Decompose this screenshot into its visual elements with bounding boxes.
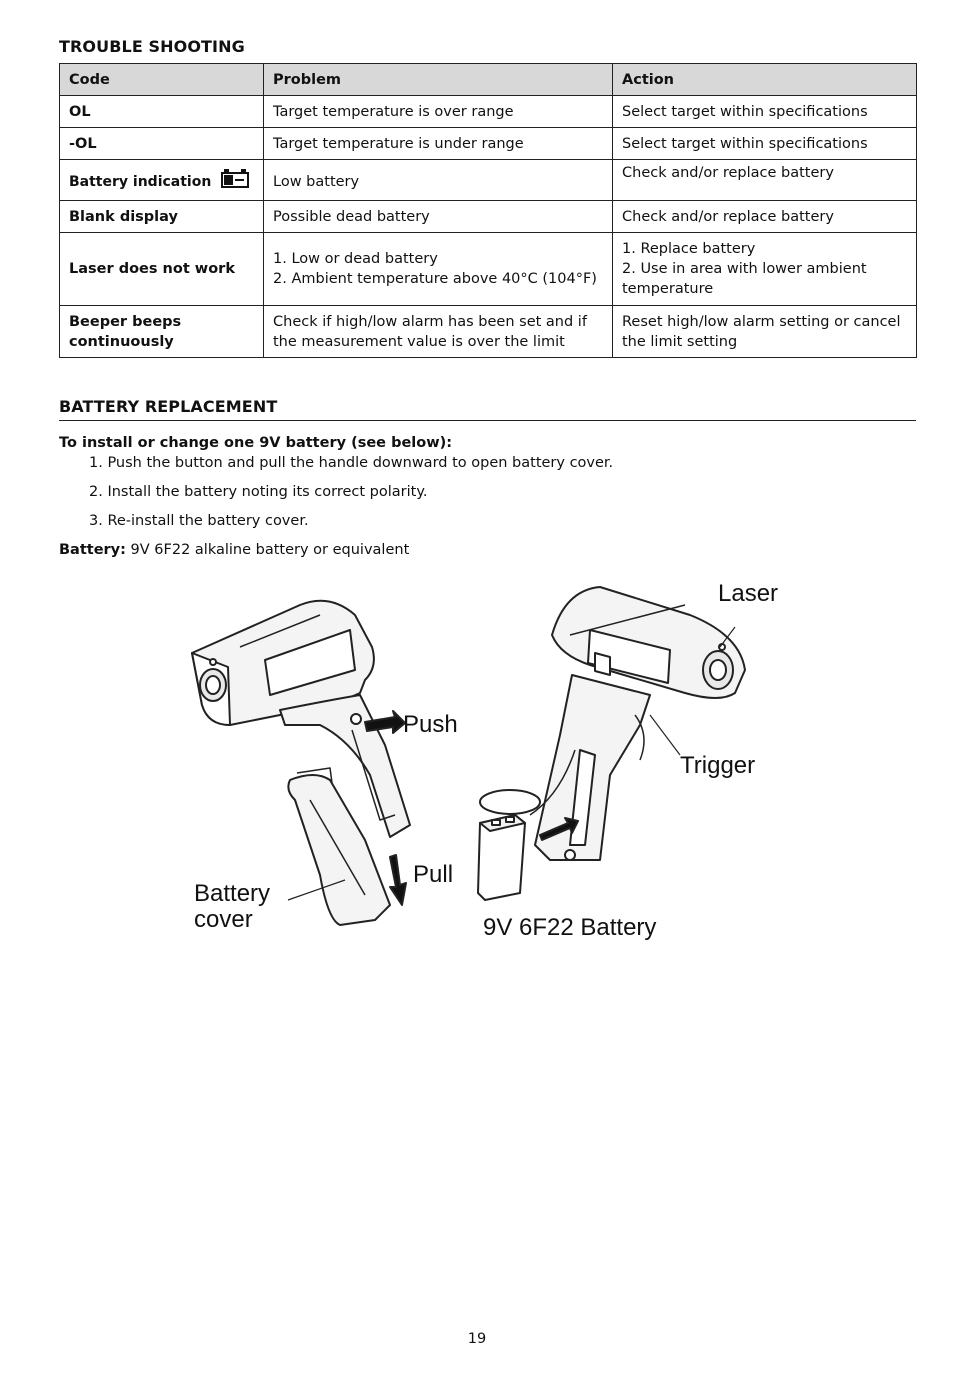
section-divider — [59, 420, 916, 421]
battery-spec-label: Battery: — [59, 542, 126, 558]
table-row — [60, 160, 917, 201]
low-battery-icon — [220, 169, 250, 195]
battery-indication-label: Battery indication — [69, 174, 212, 190]
troubleshooting-table — [59, 63, 917, 358]
code-cell: Laser does not work — [60, 233, 264, 306]
table-row — [60, 306, 917, 358]
troubleshooting-heading: TROUBLE SHOOTING — [59, 37, 245, 56]
battery-label: 9V 6F22 Battery — [483, 914, 657, 941]
action-cell: Select target within specifications — [613, 96, 917, 128]
problem-cell: Target temperature is under range — [264, 128, 613, 160]
problem-cell: Possible dead battery — [264, 201, 613, 233]
code-cell: OL — [60, 96, 264, 128]
code-cell: Beeper beeps continuously — [60, 306, 264, 358]
step-3: 3. Re-install the battery cover. — [89, 513, 309, 529]
battery-spec — [59, 542, 409, 558]
push-label: Push — [403, 711, 458, 738]
table-row — [60, 233, 917, 306]
problem-cell: Check if high/low alarm has been set and if the measurement value is over the limit — [264, 306, 613, 358]
table-row — [60, 128, 917, 160]
battery-cover-label: Battery cover — [194, 880, 271, 933]
code-cell: -OL — [60, 128, 264, 160]
code-cell: Blank display — [60, 201, 264, 233]
header-problem: Problem — [264, 64, 613, 96]
battery-spec-value: 9V 6F22 alkaline battery or equivalent — [125, 542, 410, 558]
page-number: 19 — [467, 1331, 487, 1347]
action-cell: Check and/or replace battery — [613, 160, 917, 201]
action-cell: Reset high/low alarm setting or cancel the limit setting — [613, 306, 917, 358]
step-1: 1. Push the button and pull the handle downward to open battery cover. — [89, 455, 614, 471]
action-cell: Select target within specifications — [613, 128, 917, 160]
table-header-row — [60, 64, 917, 96]
battery-replacement-heading: BATTERY REPLACEMENT — [59, 397, 278, 416]
step-2: 2. Install the battery noting its correct polarity. — [89, 484, 428, 500]
problem-cell: Target temperature is over range — [264, 96, 613, 128]
header-code: Code — [60, 64, 264, 96]
trigger-label: Trigger — [680, 752, 756, 779]
code-cell — [60, 160, 264, 201]
pull-label: Pull — [413, 861, 454, 888]
instructions-title: To install or change one 9V battery (see below): — [59, 435, 453, 451]
action-cell: Check and/or replace battery — [613, 201, 917, 233]
problem-cell: 1. Low or dead battery 2. Ambient temperature above 40°C (104°F) — [264, 233, 613, 306]
header-action: Action — [613, 64, 917, 96]
action-cell: 1. Replace battery 2. Use in area with lower ambient temperature — [613, 233, 917, 306]
laser-label: Laser — [718, 580, 779, 607]
table-row — [60, 96, 917, 128]
problem-cell: Low battery — [264, 160, 613, 201]
table-row — [60, 201, 917, 233]
battery-replacement-illustration — [180, 575, 800, 955]
